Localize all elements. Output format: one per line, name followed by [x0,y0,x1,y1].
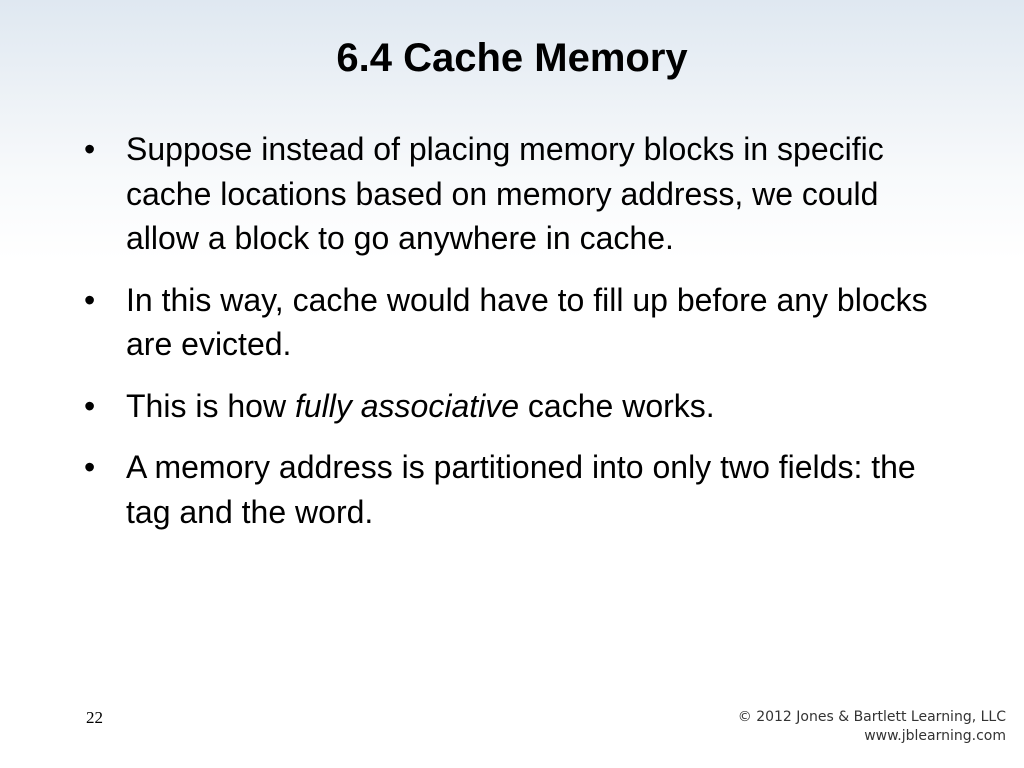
bullet-text-before: This is how [126,387,295,424]
bullet-item [84,278,944,367]
bullet-text: In this way, cache would have to fill up before any blocks are evicted. [126,281,928,362]
bullet-text: Suppose instead of placing memory blocks in specific cache locations based on memory address, we could allow a block to go anywhere in cache. [126,131,884,256]
bullet-point-icon: • [84,387,96,424]
bullet-point-icon: • [84,449,96,485]
bullet-point-icon: • [84,281,96,318]
copyright-line: © 2012 Jones & Bartlett Learning, LLC [737,709,1006,725]
publisher-website: www.jblearning.com [864,728,1006,744]
copyright-notice [738,708,1006,746]
bullet-text-after: cache works. [519,387,715,424]
slide-title: 6.4 Cache Memory [336,36,688,80]
bullet-point-icon: • [84,131,96,167]
bullet-item [84,445,944,534]
bullet-item [84,384,944,429]
bullet-text: A memory address is partitioned into only two fields: the tag and the word. [126,449,916,530]
page-number: 22 [86,708,103,727]
bullet-item [84,127,944,261]
bullet-text-emphasis: fully associative [294,387,520,424]
bullet-list [84,127,944,551]
